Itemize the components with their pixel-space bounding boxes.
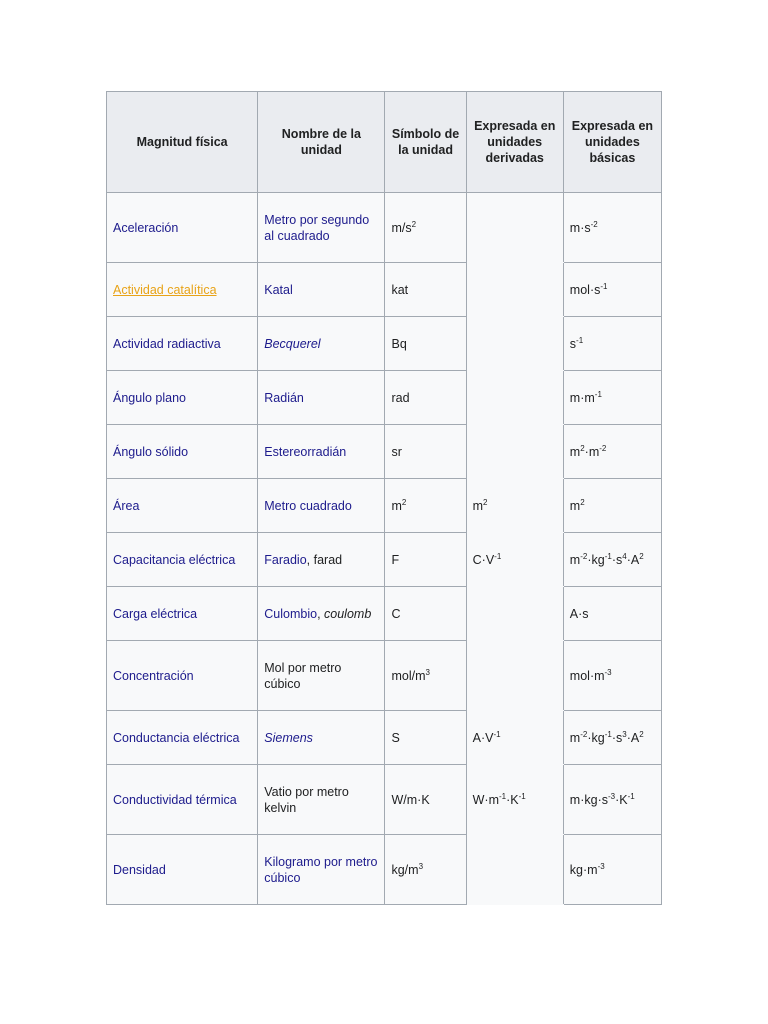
cell-magnitud-text[interactable]: Actividad radiactiva bbox=[113, 336, 221, 351]
cell-magnitud bbox=[107, 425, 258, 479]
cell-basicas-text: A·s bbox=[569, 606, 589, 621]
table-row bbox=[107, 425, 662, 479]
cell-nombre-text: Vatio por metro kelvin bbox=[264, 784, 349, 815]
table-row bbox=[107, 193, 662, 263]
cell-nombre bbox=[258, 371, 385, 425]
table-row bbox=[107, 587, 662, 641]
cell-magnitud bbox=[107, 193, 258, 263]
cell-simbolo-text: rad bbox=[391, 390, 410, 405]
cell-simbolo bbox=[385, 263, 466, 317]
cell-basicas bbox=[563, 587, 661, 641]
cell-basicas bbox=[563, 425, 661, 479]
cell-nombre bbox=[258, 479, 385, 533]
cell-magnitud bbox=[107, 711, 258, 765]
cell-nombre bbox=[258, 711, 385, 765]
cell-basicas bbox=[563, 711, 661, 765]
header-magnitud: Magnitud física bbox=[107, 92, 258, 193]
table-row bbox=[107, 765, 662, 835]
cell-nombre bbox=[258, 263, 385, 317]
cell-derivadas bbox=[466, 835, 563, 905]
cell-simbolo bbox=[385, 479, 466, 533]
cell-derivadas bbox=[466, 533, 563, 587]
cell-basicas bbox=[563, 533, 661, 587]
header-simbolo: Símbolo de la unidad bbox=[385, 92, 466, 193]
table-row bbox=[107, 711, 662, 765]
cell-simbolo bbox=[385, 317, 466, 371]
cell-simbolo-text: C bbox=[391, 606, 401, 621]
header-nombre: Nombre de la unidad bbox=[258, 92, 385, 193]
cell-simbolo bbox=[385, 835, 466, 905]
cell-nombre-text[interactable]: Katal bbox=[264, 282, 293, 297]
cell-basicas-text: $m^2\cdot m^{-2}$ bbox=[569, 443, 607, 459]
cell-nombre-text[interactable]: Kilogramo por metro cúbico bbox=[264, 854, 378, 885]
cell-basicas-text: $mol\cdot s^{-1}$ bbox=[569, 281, 608, 297]
table-row bbox=[107, 641, 662, 711]
header-basicas: Expresada en unidades básicas bbox=[563, 92, 661, 193]
cell-derivadas bbox=[466, 263, 563, 317]
header-row bbox=[107, 92, 662, 193]
cell-derivadas bbox=[466, 317, 563, 371]
table-header bbox=[107, 92, 662, 193]
cell-derivadas-text: $C\cdot V^{-1}$ bbox=[472, 551, 502, 567]
cell-simbolo-text: mol/$m^3$ bbox=[391, 667, 430, 683]
cell-magnitud-text[interactable]: Densidad bbox=[113, 862, 166, 877]
cell-derivadas-text: $W\cdot m^{-1}\cdot K^{-1}$ bbox=[472, 791, 526, 807]
cell-simbolo bbox=[385, 533, 466, 587]
cell-magnitud-text[interactable]: Conductancia eléctrica bbox=[113, 730, 240, 745]
cell-simbolo bbox=[385, 371, 466, 425]
cell-basicas-text: $m\cdot m^{-1}$ bbox=[569, 389, 602, 405]
table-row bbox=[107, 371, 662, 425]
cell-magnitud bbox=[107, 533, 258, 587]
cell-derivadas bbox=[466, 371, 563, 425]
cell-derivadas bbox=[466, 711, 563, 765]
cell-derivadas bbox=[466, 587, 563, 641]
cell-nombre-text: Mol por metro cúbico bbox=[264, 660, 342, 691]
cell-magnitud bbox=[107, 371, 258, 425]
cell-basicas bbox=[563, 835, 661, 905]
cell-nombre-text[interactable]: Metro por segundo al cuadrado bbox=[264, 212, 370, 243]
cell-derivadas bbox=[466, 765, 563, 835]
cell-nombre-text[interactable]: Estereorradián bbox=[264, 444, 347, 459]
cell-nombre bbox=[258, 193, 385, 263]
cell-simbolo bbox=[385, 193, 466, 263]
cell-simbolo-text: S bbox=[391, 730, 400, 745]
table-body bbox=[107, 193, 662, 905]
cell-magnitud-text[interactable]: Carga eléctrica bbox=[113, 606, 198, 621]
cell-magnitud bbox=[107, 317, 258, 371]
header-derivadas: Expresada en unidades derivadas bbox=[466, 92, 563, 193]
cell-magnitud-text[interactable]: Ángulo sólido bbox=[113, 444, 189, 459]
cell-basicas bbox=[563, 479, 661, 533]
cell-derivadas bbox=[466, 193, 563, 263]
cell-basicas bbox=[563, 193, 661, 263]
cell-basicas bbox=[563, 263, 661, 317]
cell-basicas bbox=[563, 317, 661, 371]
cell-basicas-text: $s^{-1}$ bbox=[569, 335, 584, 351]
cell-simbolo bbox=[385, 641, 466, 711]
cell-nombre bbox=[258, 641, 385, 711]
cell-simbolo-text: $m/s^2$ bbox=[391, 219, 417, 235]
cell-nombre-text[interactable]: Becquerel bbox=[264, 336, 321, 351]
units-table bbox=[106, 91, 662, 905]
table-row bbox=[107, 479, 662, 533]
cell-simbolo-text: sr bbox=[391, 444, 402, 459]
cell-simbolo-text: $kg/m^3$ bbox=[391, 861, 424, 877]
cell-nombre bbox=[258, 587, 385, 641]
cell-magnitud-text[interactable]: Capacitancia eléctrica bbox=[113, 552, 236, 567]
cell-basicas-text: $m^{-2}\cdot kg^{-1}\cdot s^3\cdot A^2$ bbox=[569, 729, 644, 745]
cell-nombre bbox=[258, 835, 385, 905]
table-row bbox=[107, 835, 662, 905]
cell-basicas-text: $mol\cdot m^{-3}$ bbox=[569, 667, 612, 683]
cell-nombre-text[interactable]: Faradio, farad bbox=[264, 552, 343, 567]
cell-nombre-text[interactable]: Siemens bbox=[264, 730, 313, 745]
cell-simbolo-text: W/m·K bbox=[391, 792, 430, 807]
cell-magnitud-text[interactable]: Concentración bbox=[113, 668, 194, 683]
cell-magnitud bbox=[107, 587, 258, 641]
cell-basicas-text: $kg\cdot m^{-3}$ bbox=[569, 861, 605, 877]
cell-magnitud-text[interactable]: Aceleración bbox=[113, 220, 179, 235]
cell-nombre-text[interactable]: Radián bbox=[264, 390, 304, 405]
cell-nombre bbox=[258, 425, 385, 479]
cell-magnitud-text[interactable]: Ángulo plano bbox=[113, 390, 186, 405]
cell-derivadas bbox=[466, 641, 563, 711]
cell-derivadas-text: $m^2$ bbox=[472, 497, 488, 513]
cell-simbolo-text: F bbox=[391, 552, 400, 567]
cell-magnitud bbox=[107, 641, 258, 711]
cell-magnitud bbox=[107, 263, 258, 317]
cell-basicas-text: $m^2$ bbox=[569, 497, 585, 513]
cell-simbolo bbox=[385, 587, 466, 641]
table-row bbox=[107, 533, 662, 587]
cell-derivadas-text: $A\cdot V^{-1}$ bbox=[472, 729, 501, 745]
cell-magnitud bbox=[107, 835, 258, 905]
cell-nombre bbox=[258, 533, 385, 587]
cell-basicas-text: $m\cdot s^{-2}$ bbox=[569, 219, 598, 235]
cell-nombre-text[interactable]: Metro cuadrado bbox=[264, 498, 352, 513]
cell-basicas bbox=[563, 371, 661, 425]
cell-magnitud bbox=[107, 479, 258, 533]
cell-simbolo-text: kat bbox=[391, 282, 409, 297]
cell-basicas-text: $m\cdot kg\cdot s^{-3}\cdot K^{-1}$ bbox=[569, 791, 635, 807]
cell-simbolo bbox=[385, 425, 466, 479]
cell-magnitud-text[interactable]: Área bbox=[113, 498, 140, 513]
table-row bbox=[107, 317, 662, 371]
cell-derivadas bbox=[466, 425, 563, 479]
cell-basicas bbox=[563, 765, 661, 835]
cell-magnitud bbox=[107, 765, 258, 835]
table-row bbox=[107, 263, 662, 317]
cell-simbolo-text: Bq bbox=[391, 336, 407, 351]
cell-magnitud-text[interactable]: Conductividad térmica bbox=[113, 792, 237, 807]
cell-simbolo bbox=[385, 765, 466, 835]
cell-basicas bbox=[563, 641, 661, 711]
cell-nombre bbox=[258, 317, 385, 371]
cell-simbolo bbox=[385, 711, 466, 765]
cell-basicas-text: $m^{-2}\cdot kg^{-1}\cdot s^4\cdot A^2$ bbox=[569, 551, 644, 567]
cell-simbolo-text: $m^2$ bbox=[391, 497, 407, 513]
cell-derivadas bbox=[466, 479, 563, 533]
cell-nombre-text[interactable]: Culombio, coulomb bbox=[264, 606, 372, 621]
cell-nombre bbox=[258, 765, 385, 835]
cell-magnitud-text[interactable]: Actividad catalítica bbox=[113, 282, 217, 297]
